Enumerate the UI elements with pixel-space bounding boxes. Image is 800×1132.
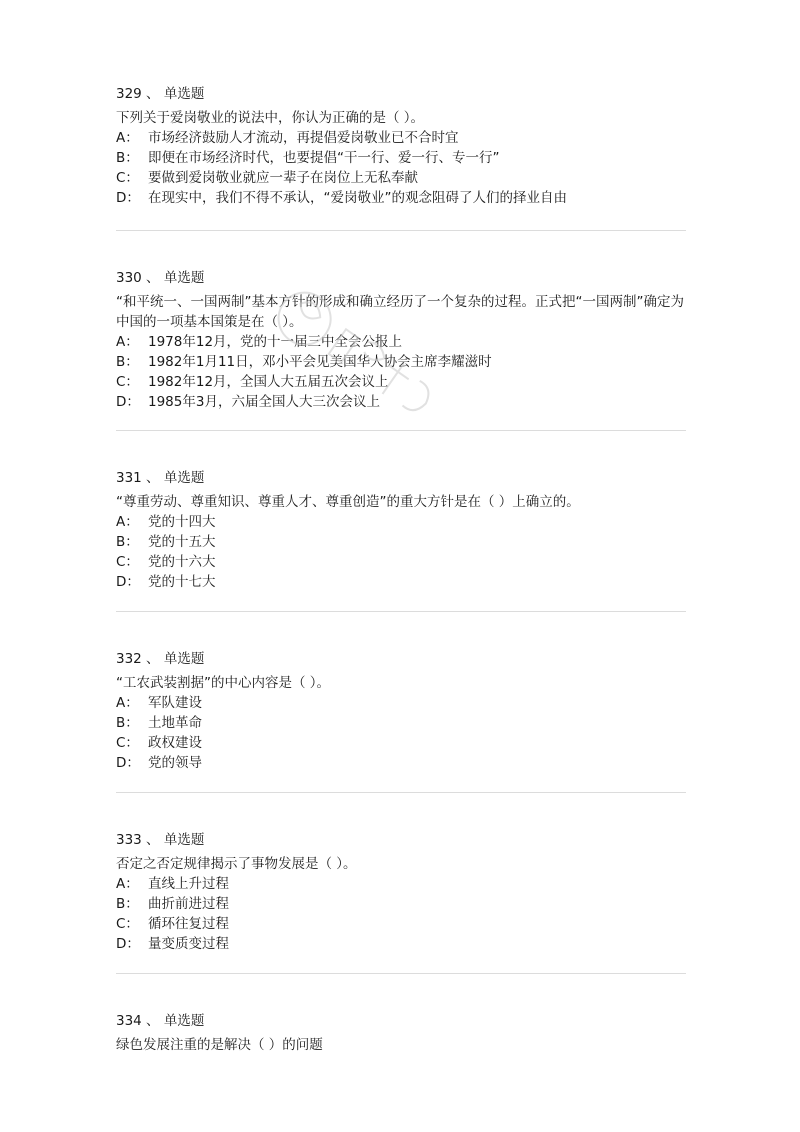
question-list [116,84,686,1055]
option-d [116,188,686,208]
question-header: 331 、 单选题 [116,470,205,486]
question-stem: “工农武装割据”的中心内容是（ ）。 [116,675,331,691]
option-text: 1978年12月，党的十一届三中全会公报上 [148,334,403,350]
option-text: 土地革命 [148,715,202,731]
question-stem: “尊重劳动、尊重知识、尊重人才、尊重创造”的重大方针是在（ ）上确立的。 [116,494,580,510]
option-text: 直线上升过程 [148,876,229,892]
option-d [116,572,686,592]
question-stem: 下列关于爱岗敬业的说法中，你认为正确的是（ ）。 [116,110,425,126]
option-b [116,148,686,168]
option-text: 要做到爱岗敬业就应一辈子在岗位上无私奉献 [148,170,418,186]
option-letter: B： [116,534,139,550]
option-letter: D： [116,755,140,771]
option-c [116,733,686,753]
option-text: 循环往复过程 [148,916,229,932]
option-letter: C： [116,916,139,932]
option-c [116,914,686,934]
option-c [116,372,686,392]
option-letter: C： [116,374,139,390]
option-letter: D： [116,190,140,206]
option-letter: C： [116,554,139,570]
option-a [116,512,686,532]
question-332 [116,612,686,792]
option-text: 党的十四大 [148,514,216,530]
option-text: 党的十七大 [148,574,216,590]
option-a [116,332,686,352]
option-text: 1982年12月，全国人大五届五次会议上 [148,374,389,390]
question-333 [116,793,686,973]
option-letter: D： [116,936,140,952]
option-b [116,894,686,914]
option-letter: C： [116,170,139,186]
option-letter: A： [116,695,139,711]
option-text: 党的十五大 [148,534,216,550]
option-letter: D： [116,394,140,410]
question-330 [116,231,686,430]
question-stem: 绿色发展注重的是解决（ ）的问题 [116,1037,323,1053]
option-letter: B： [116,150,139,166]
option-letter: B： [116,896,139,912]
option-text: 政权建设 [148,735,202,751]
option-text: 1985年3月，六届全国人大三次会议上 [148,394,380,410]
option-text: 党的十六大 [148,554,216,570]
question-header: 334 、 单选题 [116,1013,205,1029]
option-text: 党的领导 [148,755,202,771]
option-text: 军队建设 [148,695,202,711]
option-b [116,713,686,733]
question-header: 333 、 单选题 [116,832,205,848]
question-header: 332 、 单选题 [116,651,205,667]
option-text: 市场经济鼓励人才流动，再提倡爱岗敬业已不合时宜 [148,130,459,146]
option-b [116,352,686,372]
option-d [116,934,686,954]
option-text: 1982年1月11日，邓小平会见美国华人协会主席李耀滋时 [148,354,492,370]
option-d [116,392,686,412]
option-a [116,874,686,894]
option-letter: A： [116,514,139,530]
option-letter: A： [116,334,139,350]
option-letter: B： [116,354,139,370]
question-329 [116,84,686,230]
option-d [116,753,686,773]
option-letter: D： [116,574,140,590]
question-header: 329 、 单选题 [116,86,205,102]
option-letter: A： [116,876,139,892]
option-letter: A： [116,130,139,146]
option-text: 量变质变过程 [148,936,229,952]
option-c [116,168,686,188]
option-letter: C： [116,735,139,751]
option-c [116,552,686,572]
question-331 [116,431,686,611]
option-b [116,532,686,552]
question-stem: “和平统一、一国两制”基本方针的形成和确立经历了一个复杂的过程。正式把“一国两制”确定为中国的一项基本国策是在（ ）。 [116,294,684,330]
question-334 [116,974,686,1055]
option-text: 在现实中，我们不得不承认，“爱岗敬业”的观念阻碍了人们的择业自由 [148,190,567,206]
option-a [116,693,686,713]
question-stem: 否定之否定规律揭示了事物发展是（ ）。 [116,856,357,872]
option-text: 曲折前进过程 [148,896,229,912]
option-a [116,128,686,148]
question-header: 330 、 单选题 [116,270,205,286]
option-text: 即便在市场经济时代，也要提倡“干一行、爱一行、专一行” [148,150,500,166]
option-letter: B： [116,715,139,731]
